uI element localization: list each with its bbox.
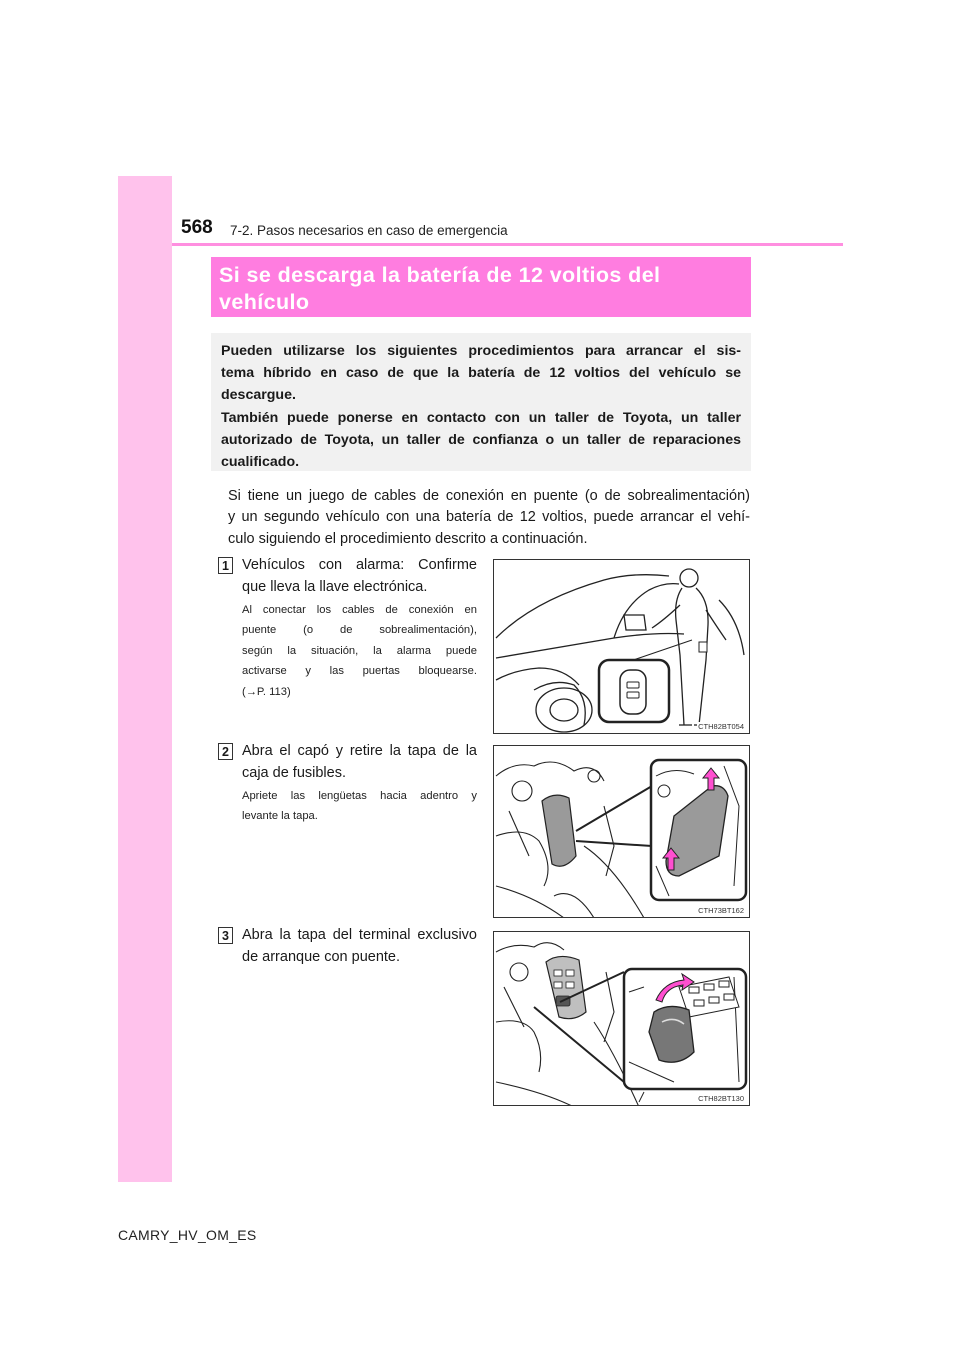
fuse-box-cover-small [542, 795, 576, 866]
step-1-line: Vehículos con alarma: Confirme [242, 557, 477, 573]
step-1-note-line: (→P. 113) [242, 685, 291, 698]
manual-code: CAMRY_HV_OM_ES [118, 1227, 257, 1243]
step-1-note [242, 600, 477, 702]
intro-line: Pueden utilizarse los siguientes procedimientos para arrancar el sis- [221, 343, 741, 359]
illustration-jump-start-terminal [494, 932, 750, 1106]
step-2-note-line: levante la tapa. [242, 810, 318, 823]
figure-electronic-key [493, 559, 750, 734]
step-2-line: caja de fusibles. [242, 764, 346, 781]
intro-line: autorizado de Toyota, un taller de confianza o un taller de reparaciones [221, 431, 741, 448]
chapter-title: 7-2. Pasos necesarios en caso de emergencia [230, 223, 508, 238]
body-line: culo siguiendo el procedimiento descrito a continuación. [228, 530, 588, 547]
body-line: Si tiene un juego de cables de conexión en puente (o de sobrealimentación) [228, 488, 750, 504]
intro-line: tema híbrido en caso de que la batería de 12 voltios del vehículo se [221, 365, 741, 382]
step-1-note-line: Al conectar los cables de conexión en [242, 604, 477, 616]
step-1-note-line: puente (o de sobrealimentación), [242, 624, 477, 637]
step-1-text [242, 555, 477, 598]
step-1-note-line: según la situación, la alarma puede [242, 644, 477, 657]
header-rule [172, 243, 843, 246]
illustration-person-with-key [494, 560, 750, 734]
step-3-text [242, 925, 477, 968]
figure-code: CTH73BT162 [698, 906, 744, 915]
step-2-note-line: Apriete las lengüetas hacia adentro y [242, 790, 477, 802]
figure-code: CTH82BT054 [698, 722, 744, 731]
section-title-banner [211, 257, 751, 317]
step-3-line: Abra la tapa del terminal exclusivo [242, 927, 477, 943]
intro-line: descargue. [221, 387, 296, 404]
intro-box [211, 333, 751, 471]
step-number-2: 2 [218, 743, 233, 760]
step-number-3: 3 [218, 927, 233, 944]
intro-line: cualificado. [221, 454, 300, 471]
step-number-1: 1 [218, 557, 233, 574]
figure-fuse-box [493, 745, 750, 918]
illustration-fuse-box-cover [494, 746, 750, 918]
figure-code: CTH82BT130 [698, 1094, 744, 1103]
step-2-text [242, 741, 477, 784]
step-3-line: de arranque con puente. [242, 948, 401, 965]
body-paragraph [228, 486, 750, 550]
side-strip [118, 176, 172, 1182]
figure-jump-start-terminal [493, 931, 750, 1106]
section-title-line-1: Si se descarga la batería de 12 voltios del [219, 263, 661, 287]
step-2-note [242, 786, 477, 827]
step-1-line: que lleva la llave electrónica. [242, 578, 428, 595]
step-2-line: Abra el capó y retire la tapa de la [242, 743, 477, 759]
intro-line: También puede ponerse en contacto con un taller de Toyota, un taller [221, 409, 741, 426]
body-line: y un segundo vehículo con una batería de 12 voltios, puede arrancar el vehí- [228, 509, 750, 526]
page-number: 568 [181, 217, 213, 238]
step-1-note-line: activarse y las puertas bloquearse. [242, 665, 477, 678]
section-title-line-2: vehículo [219, 290, 310, 314]
